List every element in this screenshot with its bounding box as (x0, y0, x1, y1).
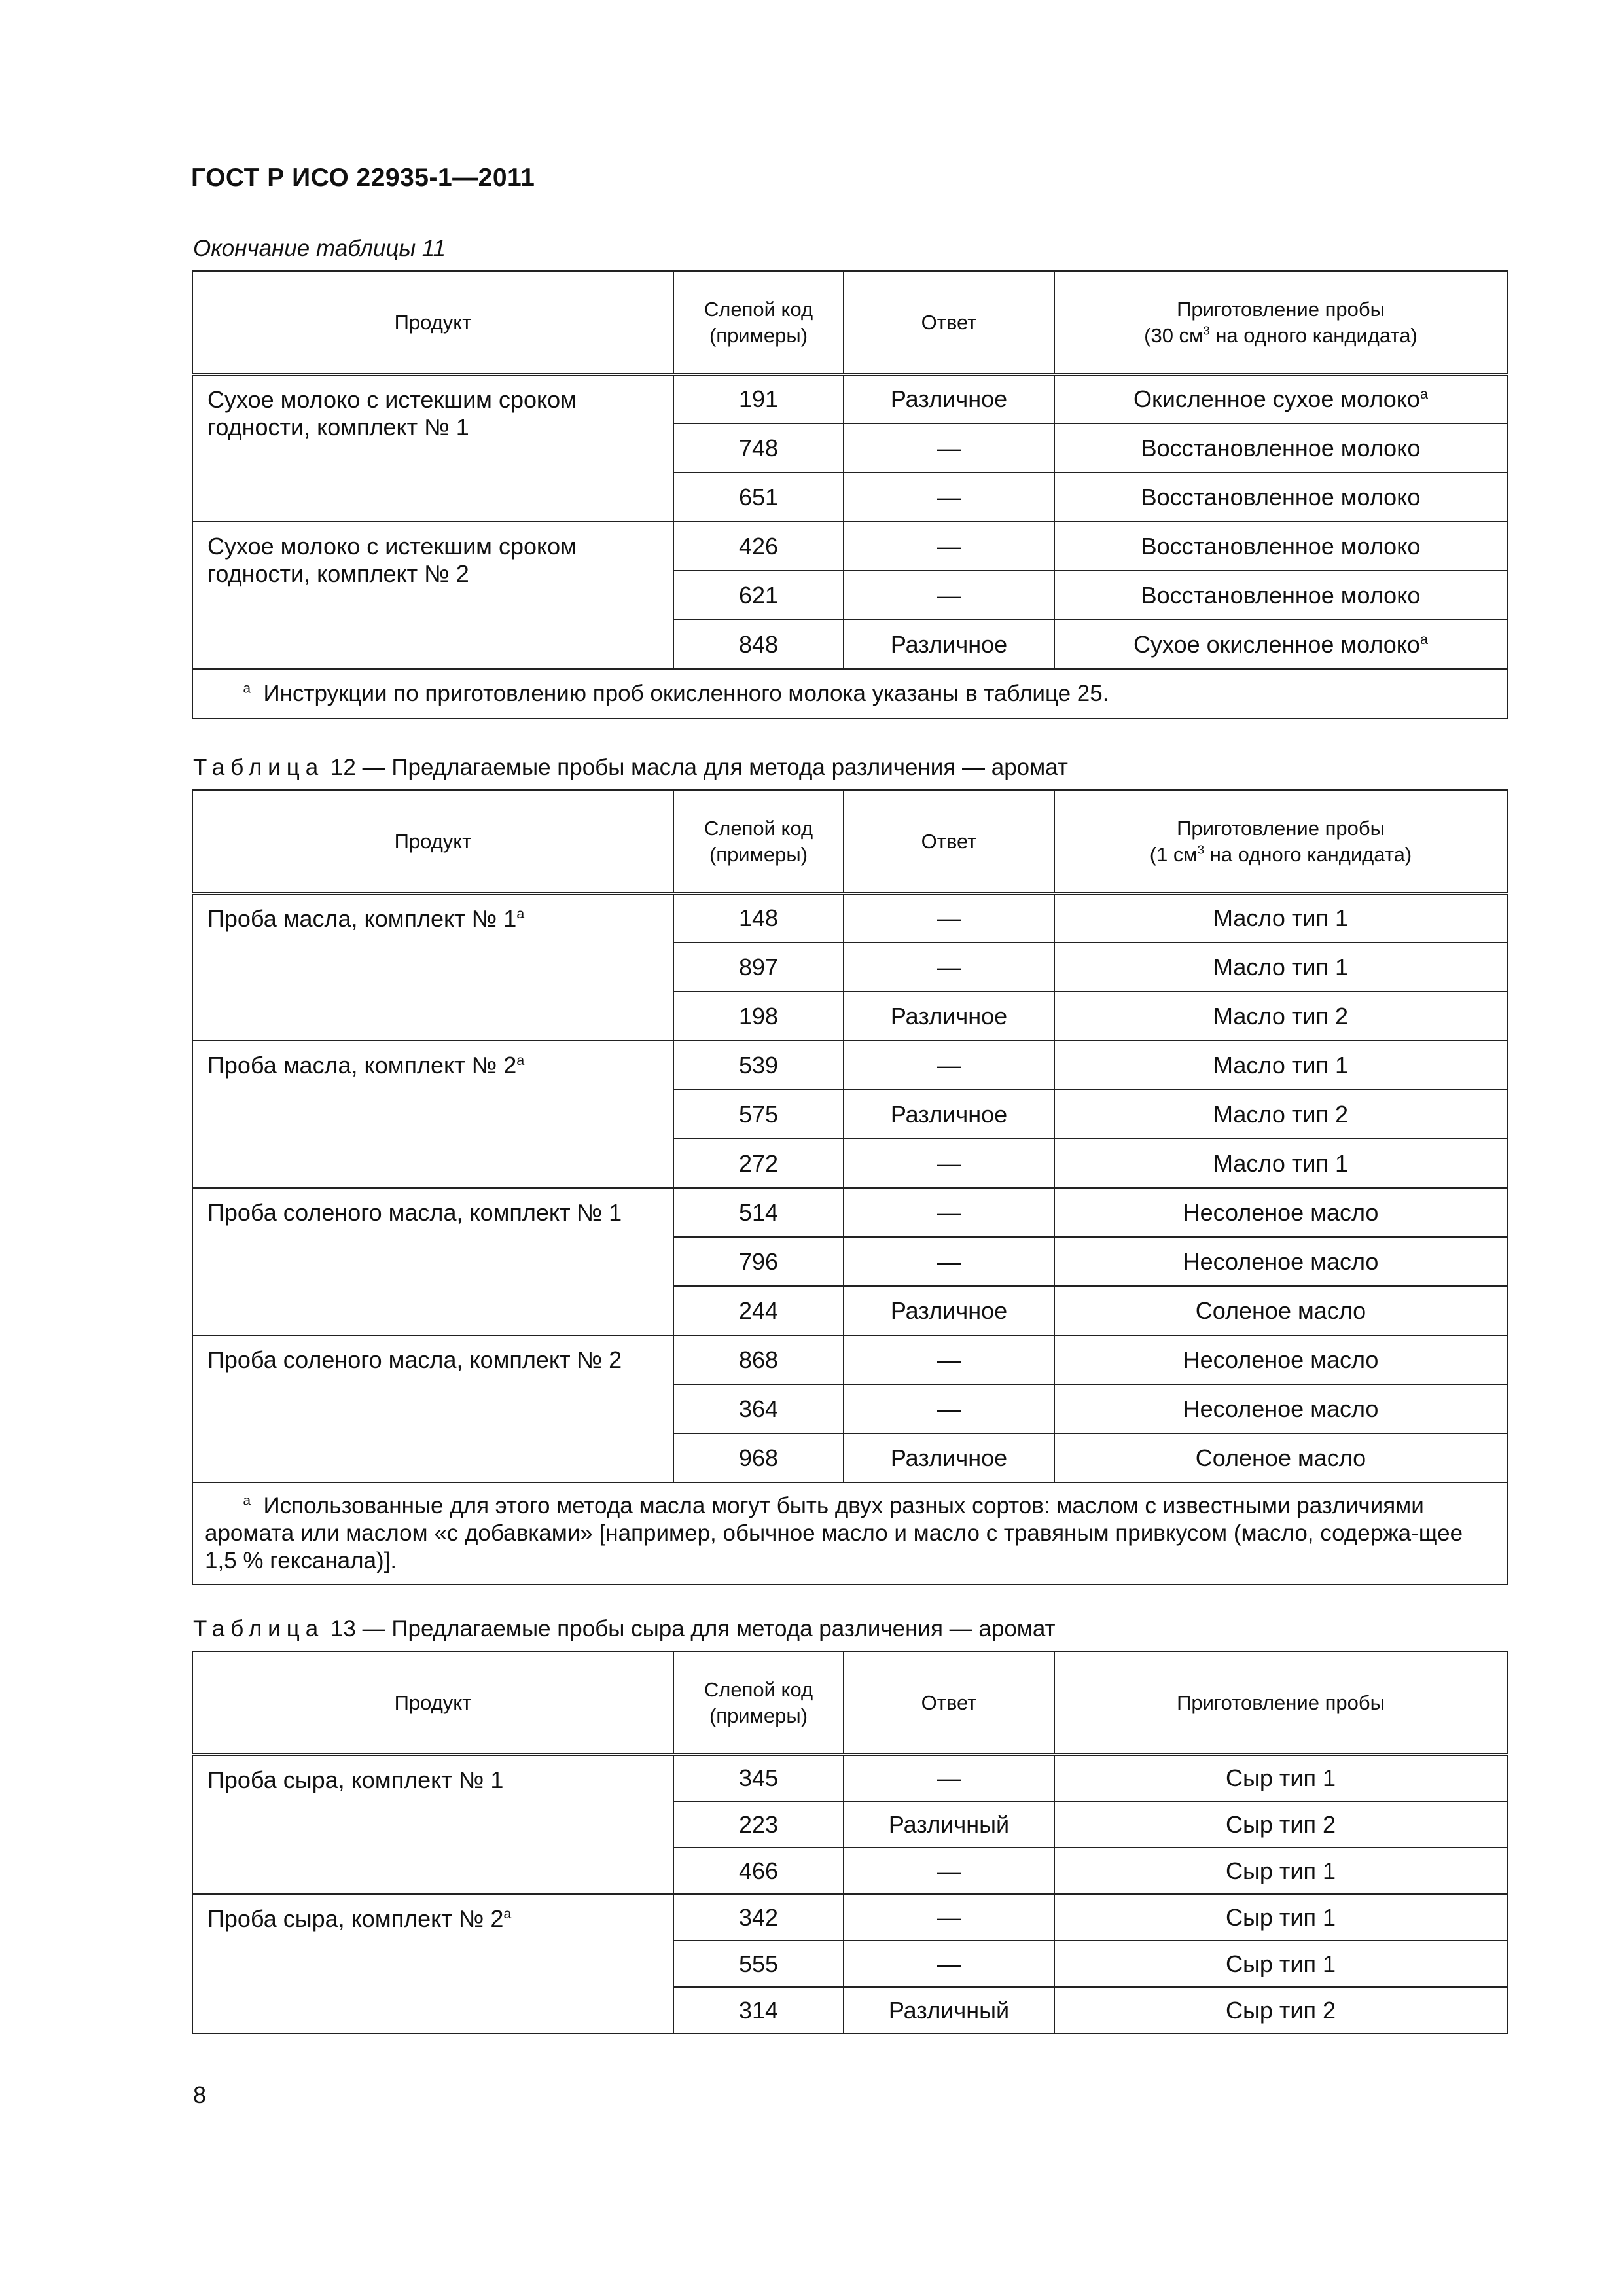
prep-cell: Сыр тип 2 (1054, 1801, 1507, 1848)
header-prep (1054, 271, 1507, 374)
header-answer: Ответ (844, 1651, 1054, 1755)
code-cell: 748 (673, 423, 844, 473)
prep-cell: Восстановленное молоко (1054, 473, 1507, 522)
footnote-ref: a (1419, 630, 1428, 647)
answer-cell: Различный (844, 1801, 1054, 1848)
code-cell: 868 (673, 1335, 844, 1384)
table-row (192, 1041, 1507, 1090)
answer-cell: — (844, 1188, 1054, 1237)
prep-cell: Соленое масло (1054, 1286, 1507, 1335)
table-row (192, 1335, 1507, 1384)
code-cell: 621 (673, 571, 844, 620)
header-prep-line1: Приготовление пробы (1177, 816, 1385, 840)
header-prep-line2-pre: (1 см (1149, 842, 1198, 866)
product-cell: Проба соленого масла, комплект № 2 (192, 1335, 673, 1482)
answer-cell: — (844, 1384, 1054, 1433)
header-code-line1: Слепой код (704, 1677, 813, 1701)
product-cell: Сухое молоко с истекшим сроком годности, комплект № 2 (192, 522, 673, 669)
prep-text: Сухое окисленное молоко (1133, 630, 1420, 658)
prep-cell: Восстановленное молоко (1054, 571, 1507, 620)
code-cell: 514 (673, 1188, 844, 1237)
table13-caption-label: Таблица (193, 1616, 325, 1641)
answer-cell: — (844, 1941, 1054, 1987)
answer-cell: — (844, 1848, 1054, 1894)
code-cell: 345 (673, 1755, 844, 1801)
code-cell: 148 (673, 893, 844, 942)
header-prep-line2-post: на одного кандидата) (1209, 323, 1418, 347)
header-answer: Ответ (844, 790, 1054, 893)
prep-cell: Сыр тип 1 (1054, 1755, 1507, 1801)
header-prep-sup: 3 (1197, 842, 1205, 857)
footnote-row (192, 1482, 1507, 1585)
code-cell: 342 (673, 1894, 844, 1941)
product-cell (192, 893, 673, 1041)
answer-cell: — (844, 1139, 1054, 1188)
prep-text: Окисленное сухое молоко (1133, 386, 1420, 412)
header-product: Продукт (192, 790, 673, 893)
header-prep-line1: Приготовление пробы (1177, 297, 1385, 321)
table12-caption (193, 755, 1068, 781)
prep-cell: Соленое масло (1054, 1433, 1507, 1482)
prep-cell: Масло тип 2 (1054, 992, 1507, 1041)
prep-cell: Восстановленное молоко (1054, 423, 1507, 473)
footnote-mark: а (243, 1493, 251, 1509)
code-cell: 198 (673, 992, 844, 1041)
footnote-cell (192, 1482, 1507, 1585)
table-row (192, 893, 1507, 942)
document-header: ГОСТ Р ИСО 22935-1—2011 (191, 164, 535, 192)
code-cell: 575 (673, 1090, 844, 1139)
header-code-line1: Слепой код (704, 816, 813, 840)
answer-cell: — (844, 1041, 1054, 1090)
table-header-row (192, 1651, 1507, 1755)
answer-cell: — (844, 473, 1054, 522)
answer-cell: — (844, 1335, 1054, 1384)
table11-caption: Окончание таблицы 11 (193, 236, 446, 261)
table-row (192, 1755, 1507, 1801)
prep-cell: Масло тип 2 (1054, 1090, 1507, 1139)
table13-caption-text: 13 — Предлагаемые пробы сыра для метода различения — аромат (324, 1616, 1056, 1641)
footnote-ref: a (1419, 386, 1428, 402)
product-cell: Сухое молоко с истекшим сроком годности, комплект № 1 (192, 374, 673, 522)
prep-cell (1054, 620, 1507, 669)
header-code (673, 790, 844, 893)
product-cell (192, 1894, 673, 2034)
header-code (673, 271, 844, 374)
product-cell: Проба сыра, комплект № 1 (192, 1755, 673, 1894)
code-cell: 968 (673, 1433, 844, 1482)
footnote-ref: a (503, 1905, 512, 1922)
table12-caption-text: 12 — Предлагаемые пробы масла для метода различения — аромат (324, 755, 1068, 780)
table12-caption-label: Таблица (193, 755, 325, 780)
table-11 (192, 270, 1508, 719)
header-prep-line2-post: на одного кандидата) (1204, 842, 1412, 866)
prep-cell: Несоленое масло (1054, 1237, 1507, 1286)
prep-cell: Сыр тип 2 (1054, 1987, 1507, 2034)
header-code-line2: (примеры) (709, 1704, 808, 1727)
table-row (192, 1188, 1507, 1237)
prep-cell (1054, 374, 1507, 423)
prep-cell: Масло тип 1 (1054, 893, 1507, 942)
code-cell: 848 (673, 620, 844, 669)
answer-cell: Различное (844, 1433, 1054, 1482)
footnote-ref: a (516, 1052, 525, 1068)
code-cell: 364 (673, 1384, 844, 1433)
code-cell: 314 (673, 1987, 844, 2034)
product-cell: Проба соленого масла, комплект № 1 (192, 1188, 673, 1335)
header-product: Продукт (192, 1651, 673, 1755)
table-header-row (192, 790, 1507, 893)
prep-cell: Несоленое масло (1054, 1384, 1507, 1433)
table-13 (192, 1651, 1508, 2034)
answer-cell: Различное (844, 992, 1054, 1041)
prep-cell: Несоленое масло (1054, 1188, 1507, 1237)
table-header-row (192, 271, 1507, 374)
answer-cell: — (844, 522, 1054, 571)
code-cell: 466 (673, 1848, 844, 1894)
answer-cell: Различный (844, 1987, 1054, 2034)
answer-cell: — (844, 1894, 1054, 1941)
header-prep: Приготовление пробы (1054, 1651, 1507, 1755)
header-product: Продукт (192, 271, 673, 374)
code-cell: 555 (673, 1941, 844, 1987)
code-cell: 223 (673, 1801, 844, 1848)
footnote-cell (192, 669, 1507, 719)
code-cell: 191 (673, 374, 844, 423)
footnote-mark: а (243, 681, 251, 696)
answer-cell: Различное (844, 620, 1054, 669)
table13-caption (193, 1616, 1056, 1642)
answer-cell: — (844, 1237, 1054, 1286)
code-cell: 244 (673, 1286, 844, 1335)
prep-cell: Сыр тип 1 (1054, 1848, 1507, 1894)
answer-cell: — (844, 571, 1054, 620)
code-cell: 796 (673, 1237, 844, 1286)
answer-cell: — (844, 423, 1054, 473)
footnote-text: Инструкции по приготовлению проб окисленного молока указаны в таблице 25. (263, 681, 1109, 706)
page-number: 8 (193, 2081, 207, 2108)
table-row (192, 374, 1507, 423)
header-code-line2: (примеры) (709, 842, 808, 866)
code-cell: 897 (673, 942, 844, 992)
prep-cell: Масло тип 1 (1054, 942, 1507, 992)
header-code-line1: Слепой код (704, 297, 813, 321)
header-prep (1054, 790, 1507, 893)
product-text: Проба сыра, комплект № 2 (207, 1905, 504, 1932)
header-prep-line2-pre: (30 см (1144, 323, 1204, 347)
prep-cell: Масло тип 1 (1054, 1139, 1507, 1188)
product-text: Проба масла, комплект № 1 (207, 905, 517, 932)
prep-cell: Сыр тип 1 (1054, 1894, 1507, 1941)
footnote-text: Использованные для этого метода масла могут быть двух разных сортов: маслом с известными различиями аромата или маслом «с добавками» [например, обычное масло и масло с травяным привкусом (масло, содержа-щее 1,5 % гексанала)]. (205, 1493, 1463, 1573)
header-code (673, 1651, 844, 1755)
footnote-ref: a (516, 905, 525, 922)
table-row (192, 522, 1507, 571)
code-cell: 426 (673, 522, 844, 571)
code-cell: 539 (673, 1041, 844, 1090)
header-code-line2: (примеры) (709, 323, 808, 347)
answer-cell: Различное (844, 1286, 1054, 1335)
table-row (192, 1894, 1507, 1941)
prep-cell: Несоленое масло (1054, 1335, 1507, 1384)
prep-cell: Восстановленное молоко (1054, 522, 1507, 571)
prep-cell: Сыр тип 1 (1054, 1941, 1507, 1987)
table-12 (192, 789, 1508, 1585)
product-cell (192, 1041, 673, 1188)
footnote-row (192, 669, 1507, 719)
code-cell: 272 (673, 1139, 844, 1188)
answer-cell: — (844, 942, 1054, 992)
header-prep-sup: 3 (1203, 323, 1210, 338)
code-cell: 651 (673, 473, 844, 522)
answer-cell: Различное (844, 374, 1054, 423)
answer-cell: — (844, 1755, 1054, 1801)
prep-cell: Масло тип 1 (1054, 1041, 1507, 1090)
answer-cell: Различное (844, 1090, 1054, 1139)
product-text: Проба масла, комплект № 2 (207, 1052, 517, 1079)
answer-cell: — (844, 893, 1054, 942)
header-answer: Ответ (844, 271, 1054, 374)
